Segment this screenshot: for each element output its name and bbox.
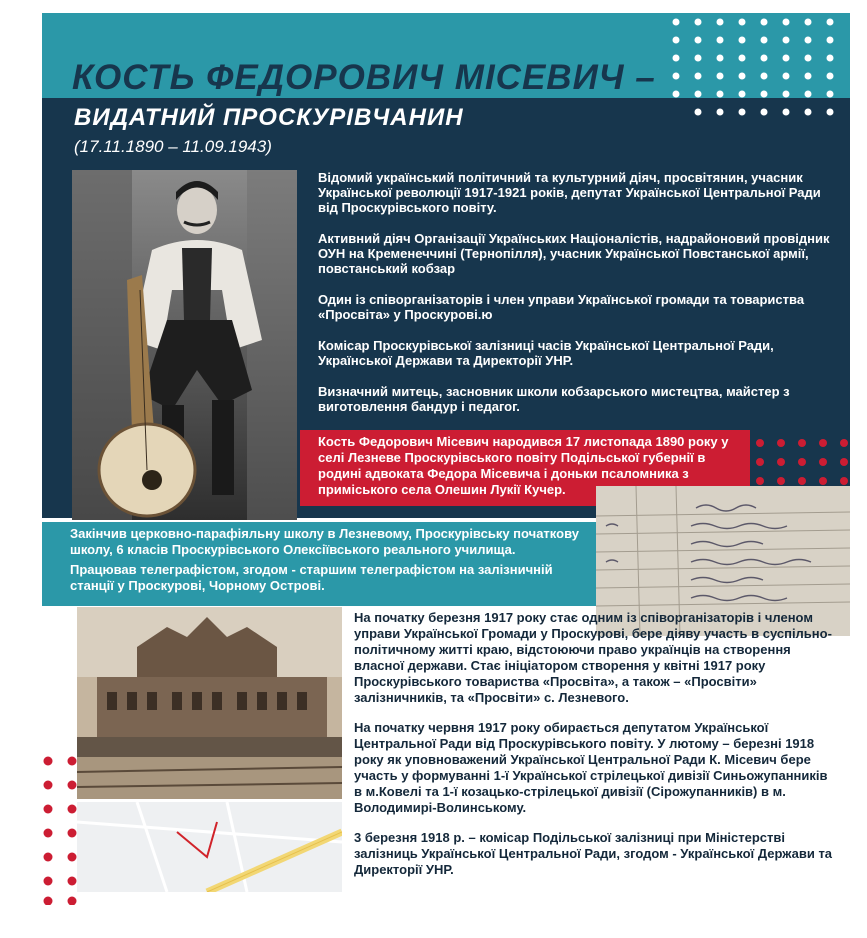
bio-paragraph: Відомий український політичний та культурний діяч, просвітянин, учасник Української революції 1917-1921 років, депутат Української Центральної Ради від Проскурівського повіту.	[318, 170, 821, 215]
birth-box: Кость Федорович Місевич народився 17 листопада 1890 року у селі Лезневе Проскурівського повіту Подільської губернії в родині адвоката Федора Місевича і доньки псаломника з приміського села Олешин Лукії Кучер.	[300, 430, 750, 506]
history-text	[354, 610, 834, 892]
bio-paragraph: Активний діяч Організації Українських Націоналістів, надрайоновий провідник ОУН на Кременеччині (Тернопілля), учасник Української Повстанської армії, повстанський кобзар	[318, 231, 830, 276]
history-paragraph: На початку червня 1917 року обирається депутатом Української Центральної Ради від Проскурівського повіту. У лютому – березні 1918 року як уповноважений Української Центральної Ради К. Місевич бере участь у формуванні 1-ї Української стрілецької дивізії Синьожупанників в м.Ковелі та 1-ї козацько-стрілецької дивізії (Сірожупанників) в м. Володимирі-Волинському.	[354, 720, 828, 815]
location-map	[77, 802, 342, 892]
bio-paragraph: Комісар Проскурівської залізниці часів Української Центральної Ради, Української Держави та Директорії УНР.	[318, 338, 774, 368]
portrait-photo	[72, 170, 297, 520]
education-paragraph: Закінчив церковно-парафіяльну школу в Лезневому, Проскурівську початкову школу, 6 класів Проскурівського Олексіївського реального училища.	[70, 526, 579, 557]
page-title: КОСТЬ ФЕДОРОВИЧ МІСЕВИЧ –	[72, 58, 656, 97]
decorative-dots-top	[672, 18, 847, 123]
railway-station-photo	[77, 607, 342, 799]
life-dates: (17.11.1890 – 11.09.1943)	[74, 137, 272, 156]
page-subtitle: ВИДАТНИЙ ПРОСКУРІВЧАНИН	[74, 104, 464, 131]
education-box	[42, 522, 602, 606]
decorative-dots-left	[42, 755, 87, 905]
education-paragraph: Працював телеграфістом, згодом - старшим телеграфістом на залізничній станції у Проскурові, Чорному Острові.	[70, 562, 553, 593]
bio-paragraph: Визначний митець, засновник школи кобзарського мистецтва, майстер з виготовлення бандур і педагог.	[318, 384, 790, 414]
history-paragraph: На початку березня 1917 року стає одним із співорганізаторів і членом управи Української Громади у Проскурові, бере діяву участь в суспільно-політичному житті краю, відстоюючи право українців на створення власної держави. Стає ініціатором створення у квітні 1917 року Проскурівського товариства «Просвіта», а також – «Просвіти» залізничників, та «Просвіти» с. Лезневого.	[354, 610, 832, 705]
decorative-dots-right	[755, 438, 850, 488]
history-paragraph: 3 березня 1918 р. – комісар Подільської залізниці при Міністерстві залізниць Української Центральної Ради, згодом - Української Держави та Директорії УНР.	[354, 830, 833, 877]
bio-paragraph: Один із співорганізаторів і член управи Української громади та товариства «Просвіта» у Проскурові.ю	[318, 292, 805, 322]
bio-text	[318, 170, 838, 430]
